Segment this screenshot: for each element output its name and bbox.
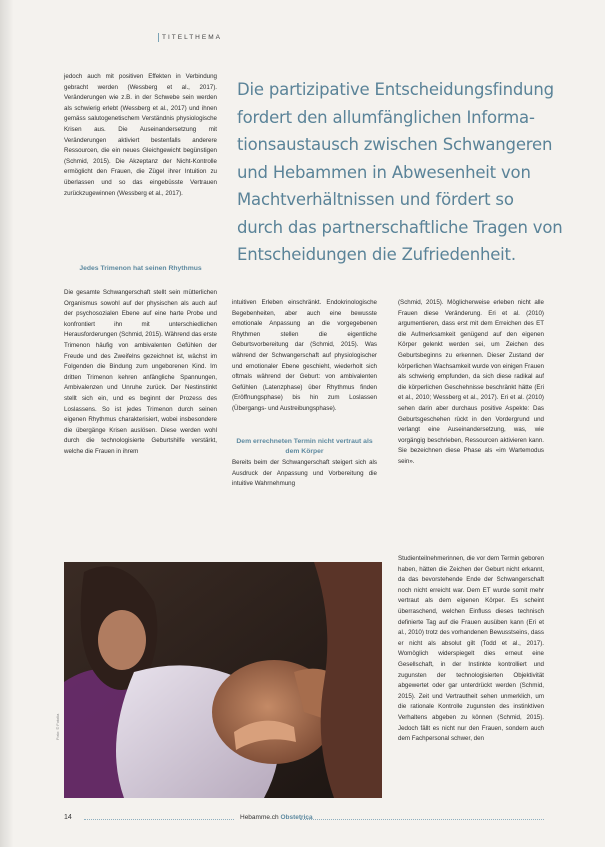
- paragraph: Bereits beim der Schwangerschaft steigert sich als Ausdruck der Anpassung und Vorbereitung die intuitive Wahrnehmung: [232, 459, 377, 488]
- photo-illustration: [64, 562, 382, 798]
- footer-brand-name: Obstetrica: [280, 814, 313, 821]
- pull-quote-line: Entscheidungen die Zufriedenheit.: [237, 245, 516, 264]
- article-photo: [64, 562, 382, 798]
- pull-quote: [237, 76, 563, 269]
- pull-quote-line: Die partizipative Entscheidungsfindung: [237, 80, 554, 99]
- column-3: [398, 298, 544, 468]
- pull-quote-line: Machtverhältnissen und fördert so: [237, 190, 514, 209]
- paragraph: intuitiven Erleben einschränkt. Endokrinologische Begebenheiten, aber auch eine bewusste emotionale Anpassung an die vorgegebenen Rhythmen stellen die eigentliche Geburtsvorbereitung dar (Schmid, 2015). Was während der Schwangerschaft auf physiologischer und emotionaler Ebene geschieht, wiederholt sich oftmals während der Geburt: von ambivalenten Gefühlen (Latenzphase) über Rhythmus finden (Eröffnungsphase) bis hin zum Loslassen (Übergangs- und Austreibungsphase).: [232, 299, 377, 412]
- column-2-continued: [232, 458, 377, 490]
- photo-credit: Foto: © Fotolia: [55, 713, 60, 740]
- column-3-continued: [398, 554, 544, 745]
- paragraph: jedoch auch mit positiven Effekten in Verbindung gebracht werden (Wessberg et al., 2017). Veränderungen wie z.B. in der Schwebe sein werden als schwierig erlebt (Wessberg et al., 2017) und ihnen gemäss salutogenetischem Verständnis physiologische Krisen aus. Die Auseinandersetzung mit Veränderungen aktiviert bestenfalls anderere Ressourcen, die ein neues Gleichgewicht begünstigen (Schmid, 2015). Die Akzeptanz der Nicht-Kontrolle ermöglicht den Frauen, die Zügel ihrer Intuition zu überlassen und so das eingebüsste Vertrauen zurückzugewinnen (Wessberg et al., 2017).: [64, 73, 217, 197]
- pull-quote-line: und Hebammen in Abwesenheit von: [237, 162, 531, 182]
- column-1-top: [64, 72, 217, 199]
- page-number: 14: [64, 814, 72, 821]
- section-marker: [158, 33, 159, 42]
- column-2: [232, 298, 377, 415]
- footer-rule-right: [300, 819, 544, 820]
- pull-quote-line: tionsaustausch zwischen Schwangeren: [237, 135, 553, 154]
- footer-brand-prefix: Hebamme.ch: [240, 814, 279, 821]
- subheading: Jedes Trimenon hat seinen Rhythmus: [79, 265, 202, 272]
- paragraph: Die gesamte Schwangerschaft stellt sein mütterlichen Organismus sowohl auf der physischen als auch auf der psychosozialen Ebene auf eine harte Probe und konfrontiert ihn mit unterschiedlichen Herausforderungen (Schmid, 2015). Während das erste Trimenon häufig von ambivalenten Gefühlen der Freude und des Zweifelns gezeichnet ist, wächst im Folgenden die Bindung zum ungeborenen Kind. Im dritten Trimenon kehren anfängliche Spannungen, Ambivalenzen und Unruhe zurück. Der Nestinstinkt stellt sich ein, und es beginnt der Prozess des Loslassens. So ist jedes Trimenon durch seinen eigenen Rhythmus charakterisiert, wobei insbesondere die übergänge Krisen auslösen. Diese werden wohl durch die technologisierte Geburtshilfe verstärkt, welche die Frauen in ihrem: [64, 289, 217, 455]
- footer-rule-left: [84, 819, 234, 820]
- paragraph: Studienteilnehmerinnen, die vor dem Termin geboren haben, hätten die Zeichen der Geburt nicht erkannt, da das bevorstehende Ende der Schwangerschaft noch nicht erreicht war. Dem ET wurde somit mehr vertraut als dem eigenen Körper. Es scheint überraschend, welchen Einfluss dieses technisch definierte Tag auf die Frauen ausüben kann (Eri et al., 2010) trotz des vorhandenen Bewusstseins, dass er nicht als absolut gilt (Todd et al., 2017). Womöglich widerspiegelt dies erneut eine Gesellschaft, in der Instinkte kontrolliert und zugunsten der technologisierten Objektivität abgewertet oder gar unterdrückt werden (Schmid, 2015). Zeit und Vertrautheit sehen unmerklich, um die rationale Kontrolle zugunsten des instinktiven Verhaltens abgeben zu können (Schmid, 2015). Jedoch fällt es nicht nur den Frauen, sondern auch dem Fachpersonal schwer, den: [398, 555, 544, 743]
- pull-quote-line: durch das partnerschaftliche Tragen von: [237, 217, 563, 237]
- page-gutter-shadow: [0, 0, 14, 847]
- pull-quote-line: fordert den allumfänglichen Informa-: [237, 107, 535, 127]
- section-header: TITELTHEMA: [162, 34, 222, 41]
- column-1: [64, 288, 217, 458]
- subheading: Dem errechneten Termin nicht vertraut als dem Körper: [236, 438, 373, 455]
- paragraph: (Schmid, 2015). Möglicherweise erleben nicht alle Frauen diese Veränderung. Eri et al. (2010) argumentieren, dass erst mit dem Erreichen des ET die Aufmerksamkeit genügend auf den eigenen Körper gelenkt werden sei, um Zeichen des Geburtsbeginns zu erkennen. Dieser Zustand der körperlichen Wachsamkeit wurde von einigen Frauen als schwierig empfunden, da sich diese radikal auf die körperlichen Geschehnisse beschränkt hätte (Eri et al., 2010; Wessberg et al., 2017). Eri et al. (2010) sehen darin aber durchaus positive Aspekte: Das Geburtsgeschehen rückt in den Vordergrund und verlangt eine Auseinandersetzung, was, wie vorgängig beschrieben, Ressourcen aktivieren kann. Sie bezeichnen diese Phase als «im Wartemodus sein».: [398, 299, 544, 465]
